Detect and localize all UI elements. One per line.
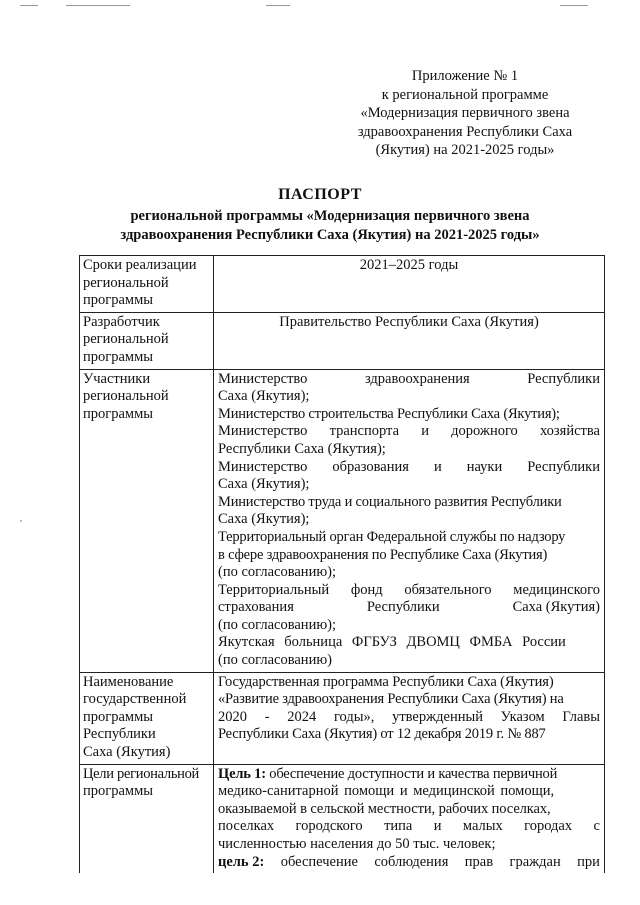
- participants-list: [214, 369, 605, 672]
- table-row: [80, 369, 605, 672]
- word: транспорта: [329, 423, 400, 440]
- scan-artifact: [266, 5, 290, 6]
- word: Территориальный: [218, 581, 330, 598]
- label-line: Наименование: [83, 673, 174, 690]
- word: Министерство: [218, 423, 308, 440]
- word: годы»,: [333, 708, 375, 725]
- label-line: Цели региональной: [83, 765, 200, 782]
- passport-table: [79, 255, 605, 873]
- goal-2-label: цель 2:: [218, 853, 265, 870]
- label-line: Республики: [83, 726, 156, 743]
- goal-line: численностью населения до 50 тыс. человек;: [218, 836, 496, 852]
- word: Главы: [562, 708, 600, 725]
- label-line: региональной: [83, 388, 169, 405]
- word: Республики: [527, 458, 600, 475]
- word: медицинского: [513, 581, 600, 598]
- table-row: [80, 312, 605, 369]
- word: соблюдения: [374, 853, 449, 870]
- developer-name: Правительство Республики Саха (Якутия): [279, 313, 539, 330]
- goal-1-label: Цель 1:: [218, 765, 266, 782]
- table-row: [80, 256, 605, 313]
- row-label: [80, 764, 214, 873]
- word: фонд: [350, 581, 383, 598]
- appendix-line: «Модернизация первичного звена: [360, 105, 570, 121]
- row-value: [214, 256, 605, 313]
- program-line: «Развитие здравоохранения Республики Саха (Якутия) на: [218, 691, 564, 708]
- row-value: [214, 312, 605, 369]
- word: с: [593, 818, 600, 835]
- label-line: программы: [83, 348, 153, 365]
- word: здравоохранения: [364, 370, 470, 387]
- label-line: программы: [83, 405, 153, 422]
- word: поселках: [218, 818, 275, 835]
- label-line: региональной: [83, 274, 169, 291]
- participant-line: Министерство труда и социального развития Республики: [218, 493, 562, 510]
- participant-line: Саха (Якутия);: [218, 388, 310, 405]
- word: образования: [332, 458, 409, 475]
- word: 2020: [218, 708, 247, 725]
- document-subtitle: [60, 207, 600, 244]
- word: Указом: [500, 708, 545, 725]
- word: -: [264, 708, 270, 725]
- label-line: Сроки реализации: [83, 257, 197, 273]
- label-line: государственной: [83, 691, 187, 708]
- participant-line: [218, 371, 600, 389]
- implementation-period: 2021–2025 годы: [359, 257, 459, 273]
- appendix-note: [330, 67, 600, 160]
- label-line: программы: [83, 708, 153, 725]
- label-line: программы: [83, 292, 153, 309]
- label-line: программы: [83, 783, 153, 800]
- word: и: [433, 458, 442, 475]
- word: Республики: [527, 370, 600, 387]
- participant-line: [218, 459, 600, 477]
- document-title: ПАСПОРТ: [278, 186, 362, 203]
- word: при: [577, 853, 600, 870]
- row-label: [80, 369, 214, 672]
- word: городского: [295, 818, 363, 835]
- word: прав: [464, 853, 494, 870]
- scan-artifact: [20, 5, 38, 6]
- word: Министерство: [218, 458, 308, 475]
- word: городах: [524, 818, 573, 835]
- state-program-name: [214, 672, 605, 764]
- label-line: Разработчик: [83, 313, 160, 330]
- word: типа: [384, 818, 413, 835]
- table-row: [80, 764, 605, 873]
- participant-line: (по согласованию);: [218, 616, 337, 633]
- row-label: [80, 256, 214, 313]
- goal-line: медико-санитарной помощи и медицинской помощи,: [218, 783, 555, 800]
- participant-line: [218, 423, 600, 441]
- word: граждан: [509, 853, 561, 870]
- participant-line: Территориальный орган Федеральной службы по надзору: [218, 528, 566, 545]
- subtitle-line: здравоохранения Республики Саха (Якутия) на 2021-2025 годы»: [120, 226, 540, 243]
- row-label: [80, 672, 214, 764]
- scan-artifact: [560, 5, 588, 6]
- word: 2024: [287, 708, 317, 725]
- word: страхования: [218, 599, 294, 616]
- participant-line: Якутская больница ФГБУЗ ДВОМЦ ФМБА России: [218, 634, 566, 651]
- goal-1-text: обеспечение доступности и качества первичной: [269, 765, 558, 782]
- word: Республики: [366, 599, 440, 616]
- goal-line: [218, 818, 600, 836]
- goal-line: [218, 766, 600, 784]
- row-label: [80, 312, 214, 369]
- subtitle-line: региональной программы «Модернизация первичного звена: [130, 208, 530, 224]
- program-goals: [214, 764, 605, 873]
- participant-line: в сфере здравоохранения по Республике Саха (Якутия): [218, 546, 548, 563]
- word: Саха (Якутия): [512, 599, 600, 616]
- word: науки: [466, 458, 503, 475]
- scan-artifact: [66, 5, 130, 6]
- participant-line: (по согласованию): [218, 652, 332, 669]
- participant-line: Министерство строительства Республики Саха (Якутия);: [218, 405, 560, 422]
- participant-line: (по согласованию);: [218, 564, 337, 581]
- appendix-line: Приложение № 1: [411, 68, 519, 84]
- appendix-line: (Якутия) на 2021-2025 годы»: [375, 142, 555, 158]
- table-row: [80, 672, 605, 764]
- word: Министерство: [218, 370, 308, 387]
- appendix-line: здравоохранения Республики Саха: [357, 123, 573, 140]
- word: и: [421, 423, 429, 440]
- goal-line: [218, 854, 600, 872]
- word: утвержденный: [392, 708, 483, 725]
- appendix-line: к региональной программе: [381, 86, 549, 103]
- participant-line: Саха (Якутия);: [218, 511, 310, 528]
- word: малых: [462, 818, 503, 835]
- program-line: [218, 709, 600, 727]
- word: дорожного: [451, 423, 518, 440]
- word: обеспечение: [280, 853, 358, 870]
- label-line: Саха (Якутия): [83, 744, 171, 761]
- scan-artifact: [20, 520, 22, 522]
- word: и: [433, 818, 442, 835]
- program-line: Государственная программа Республики Саха (Якутия): [218, 673, 554, 690]
- word: хозяйства: [539, 423, 600, 440]
- participant-line: [218, 599, 600, 617]
- goal-line: оказываемой в сельской местности, рабочих поселках,: [218, 800, 551, 817]
- label-line: Участники: [83, 370, 151, 387]
- participant-line: [218, 582, 600, 600]
- label-line: региональной: [83, 331, 169, 348]
- program-line: Республики Саха (Якутия) от 12 декабря 2019 г. № 887: [218, 726, 546, 743]
- participant-line: Республики Саха (Якутия);: [218, 440, 386, 457]
- participant-line: Саха (Якутия);: [218, 476, 310, 493]
- word: обязательного: [404, 581, 492, 598]
